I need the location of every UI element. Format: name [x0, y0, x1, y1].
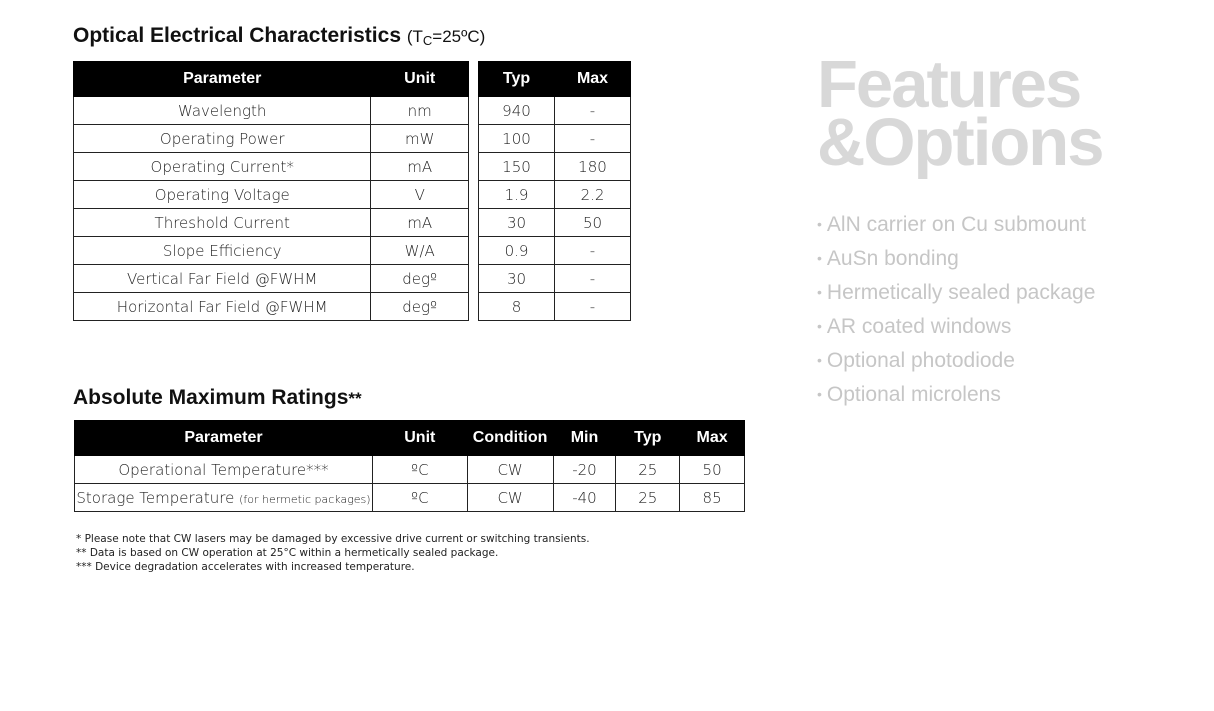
- absolute-title-text: Absolute Maximum Ratings: [73, 386, 349, 409]
- list-item: [817, 377, 1095, 411]
- bullet-icon: •: [817, 352, 822, 368]
- cell-min: -40: [553, 484, 616, 512]
- cell-max: 85: [680, 484, 745, 512]
- list-item: [817, 241, 1095, 275]
- cell-typ: 0.9: [479, 237, 555, 265]
- features-title-line2: &Options: [817, 105, 1103, 180]
- column-header-parameter: Parameter: [74, 62, 371, 97]
- table-row: [75, 456, 745, 484]
- bullet-icon: •: [817, 284, 822, 300]
- cell-max: -: [555, 293, 631, 321]
- cell-min: -20: [553, 456, 616, 484]
- cell-typ: 30: [479, 209, 555, 237]
- parameter-name: Storage Temperature: [76, 488, 235, 507]
- cell-unit: nm: [371, 97, 469, 125]
- footnote: ** Data is based on CW operation at 25°C within a hermetically sealed package.: [76, 547, 499, 559]
- column-header-unit: Unit: [372, 421, 467, 456]
- feature-text: Optional photodiode: [826, 349, 1015, 372]
- condition-subscript: C: [422, 33, 433, 48]
- bullet-icon: •: [817, 318, 822, 334]
- column-header-typ: Typ: [616, 421, 680, 456]
- table-row: [75, 484, 745, 512]
- table-row: [479, 293, 631, 321]
- feature-text: AR coated windows: [826, 315, 1012, 338]
- cell-max: 50: [680, 456, 745, 484]
- table-row: [74, 125, 469, 153]
- column-header-parameter: Parameter: [75, 421, 373, 456]
- table-row: [479, 181, 631, 209]
- table-header-row: [74, 62, 469, 97]
- cell-unit: mA: [371, 209, 469, 237]
- table-row: [479, 237, 631, 265]
- column-header-condition: Condition: [467, 421, 553, 456]
- cell-unit: degº: [371, 293, 469, 321]
- table-row: [479, 153, 631, 181]
- cell-parameter: Vertical Far Field @FWHM: [74, 265, 371, 293]
- parameter-name: Operational Temperature***: [118, 460, 329, 479]
- table-row: [74, 209, 469, 237]
- bullet-icon: •: [817, 386, 822, 402]
- parameter-note: (for hermetic packages): [239, 492, 371, 506]
- cell-max: -: [555, 265, 631, 293]
- table-row: [74, 181, 469, 209]
- cell-typ: 30: [479, 265, 555, 293]
- cell-parameter: [75, 456, 373, 484]
- optical-values-table: [478, 61, 631, 321]
- table-row: [479, 97, 631, 125]
- features-title: [817, 47, 1103, 180]
- cell-parameter: [75, 484, 373, 512]
- table-row: [74, 153, 469, 181]
- column-header-min: Min: [553, 421, 616, 456]
- absolute-ratings-table: [74, 420, 745, 512]
- table-row: [479, 209, 631, 237]
- list-item: [817, 275, 1095, 309]
- cell-typ: 940: [479, 97, 555, 125]
- cell-parameter: Threshold Current: [74, 209, 371, 237]
- optical-parameter-table: [73, 61, 469, 321]
- cell-max: 2.2: [555, 181, 631, 209]
- list-item: [817, 207, 1095, 241]
- feature-text: Hermetically sealed package: [826, 281, 1096, 304]
- cell-parameter: Operating Voltage: [74, 181, 371, 209]
- cell-parameter: Operating Power: [74, 125, 371, 153]
- table-row: [74, 97, 469, 125]
- cell-typ: 150: [479, 153, 555, 181]
- bullet-icon: •: [817, 216, 822, 232]
- cell-typ: 100: [479, 125, 555, 153]
- optical-section-title: [73, 24, 485, 48]
- feature-text: AlN carrier on Cu submount: [826, 213, 1087, 236]
- cell-max: -: [555, 97, 631, 125]
- table-row: [74, 265, 469, 293]
- cell-typ: 8: [479, 293, 555, 321]
- cell-parameter: Wavelength: [74, 97, 371, 125]
- cell-parameter: Slope Efficiency: [74, 237, 371, 265]
- cell-condition: CW: [467, 484, 553, 512]
- cell-typ: 1.9: [479, 181, 555, 209]
- footnote: * Please note that CW lasers may be damaged by excessive drive current or switching transients.: [76, 533, 590, 545]
- footnotes: [76, 532, 590, 574]
- feature-text: AuSn bonding: [826, 247, 959, 270]
- absolute-title-footnote-mark: **: [348, 389, 362, 408]
- optical-title-condition: [407, 27, 485, 46]
- table-header-row: [75, 421, 745, 456]
- cell-unit: ºC: [372, 456, 467, 484]
- list-item: [817, 343, 1095, 377]
- table-row: [479, 125, 631, 153]
- absolute-section-title: [73, 386, 362, 410]
- cell-condition: CW: [467, 456, 553, 484]
- list-item: [817, 309, 1095, 343]
- cell-typ: 25: [616, 456, 680, 484]
- column-header-typ: Typ: [479, 62, 555, 97]
- cell-max: 180: [555, 153, 631, 181]
- features-list: [817, 207, 1095, 411]
- cell-unit: mW: [371, 125, 469, 153]
- cell-parameter: Operating Current*: [74, 153, 371, 181]
- feature-text: Optional microlens: [826, 383, 1001, 406]
- features-title-line1: Features: [817, 47, 1081, 122]
- cell-typ: 25: [616, 484, 680, 512]
- table-row: [74, 237, 469, 265]
- table-row: [74, 293, 469, 321]
- column-header-max: Max: [555, 62, 631, 97]
- table-row: [479, 265, 631, 293]
- cell-unit: V: [371, 181, 469, 209]
- column-header-unit: Unit: [371, 62, 469, 97]
- table-header-row: [479, 62, 631, 97]
- optical-title-text: Optical Electrical Characteristics: [73, 24, 401, 47]
- footnote: *** Device degradation accelerates with increased temperature.: [76, 561, 415, 573]
- cell-unit: W/A: [371, 237, 469, 265]
- bullet-icon: •: [817, 250, 822, 266]
- cell-unit: mA: [371, 153, 469, 181]
- cell-max: 50: [555, 209, 631, 237]
- cell-max: -: [555, 125, 631, 153]
- column-header-max: Max: [680, 421, 745, 456]
- cell-unit: degº: [371, 265, 469, 293]
- cell-max: -: [555, 237, 631, 265]
- condition-rest: =25ºC): [432, 27, 486, 46]
- cell-parameter: Horizontal Far Field @FWHM: [74, 293, 371, 321]
- condition-open: (T: [406, 27, 423, 46]
- cell-unit: ºC: [372, 484, 467, 512]
